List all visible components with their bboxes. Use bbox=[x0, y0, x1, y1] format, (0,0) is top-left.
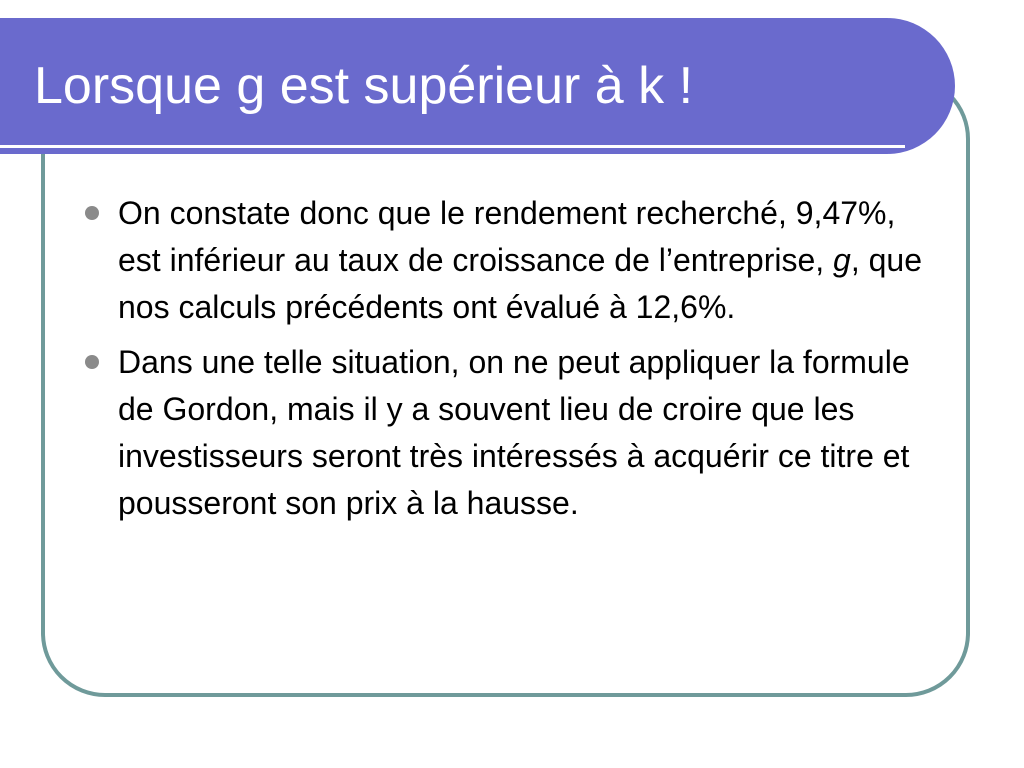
bullet-item bbox=[80, 339, 930, 527]
slide-title: Lorsque g est supérieur à k ! bbox=[34, 57, 694, 115]
title-underline bbox=[0, 145, 905, 148]
bullet-italic-variable: g bbox=[833, 242, 851, 278]
bullet-item bbox=[80, 190, 930, 331]
bullet-text bbox=[118, 344, 910, 521]
bullet-dot-icon bbox=[85, 206, 99, 220]
bullet-list bbox=[80, 190, 930, 535]
title-band bbox=[0, 18, 955, 154]
bullet-text-part: , que nos calculs précédents ont évalué à 12,6%. bbox=[118, 242, 923, 325]
bullet-dot-icon bbox=[85, 355, 99, 369]
bullet-text-part: Dans une telle situation, on ne peut appliquer la formule de Gordon, mais il y a souvent lieu de croire que les investisseurs seront très intéressés à acquérir ce titre et pousseront son prix à la hausse. bbox=[118, 344, 910, 521]
bullet-text-part: On constate donc que le rendement recherché, 9,47%, est inférieur au taux de croissance de l’entreprise, bbox=[118, 195, 896, 278]
bullet-text bbox=[118, 195, 922, 325]
